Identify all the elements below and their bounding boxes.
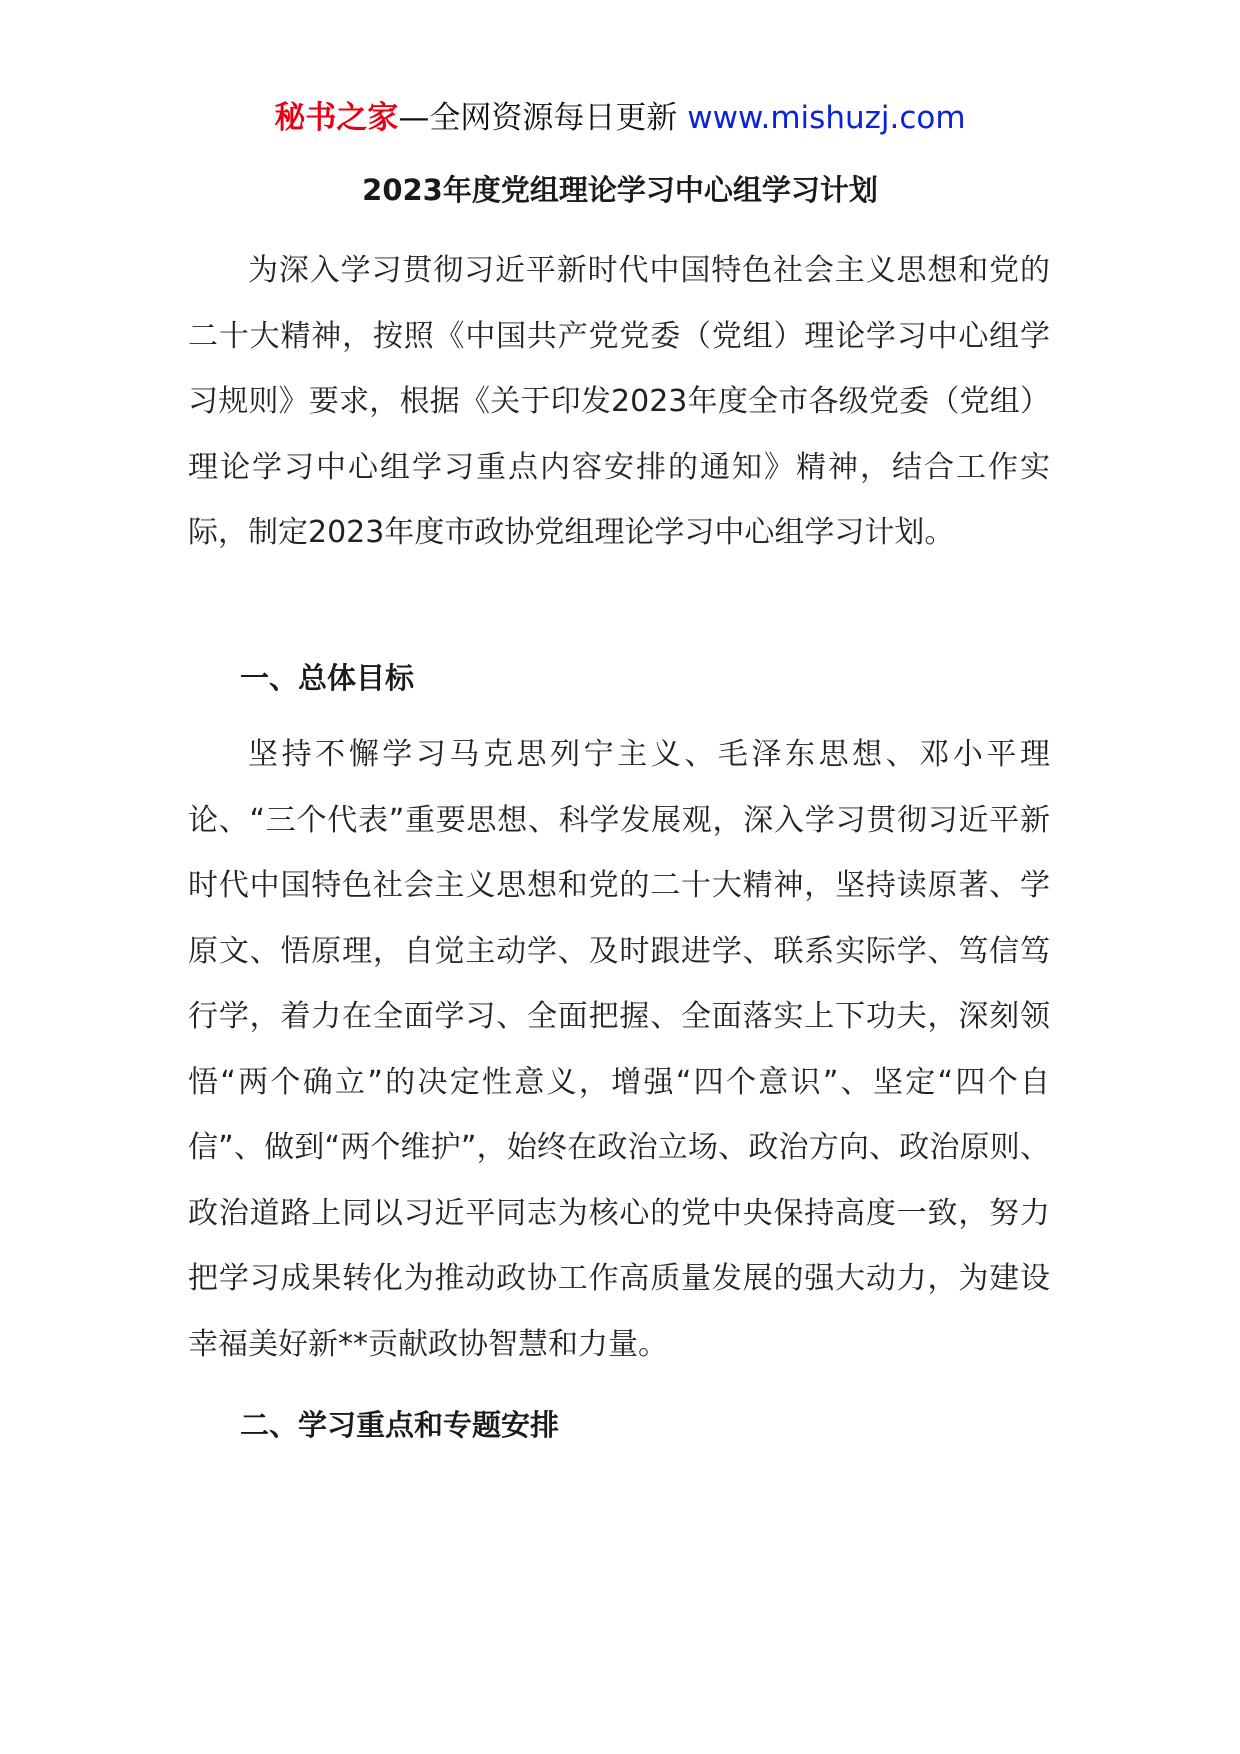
intro-paragraph: 为深入学习贯彻习近平新时代中国特色社会主义思想和党的二十大精神，按照《中国共产党党委（党组）理论学习中心组学习规则》要求，根据《关于印发2023年度全市各级党委（党组）理论学习中心组学习重点内容安排的通知》精神，结合工作实际，制定2023年度市政协党组理论学习中心组学习计划。 (188, 253, 1050, 550)
site-header (0, 96, 1240, 140)
site-url-link[interactable]: www.mishuzj.com (687, 100, 966, 136)
goals-paragraph: 坚持不懈学习马克思列宁主义、毛泽东思想、邓小平理论、“三个代表”重要思想、科学发展观，深入学习贯彻习近平新时代中国特色社会主义思想和党的二十大精神，坚持读原著、学原文、悟原理，自觉主动学、及时跟进学、联系实际学、笃信笃行学，着力在全面学习、全面把握、全面落实上下功夫，深刻领悟“两个确立”的决定性意义，增强“四个意识”、坚定“四个自信”、做到“两个维护”，始终在政治立场、政治方向、政治原则、政治道路上同以习近平同志为核心的党中央保持高度一致，努力把学习成果转化为推动政协工作高质量发展的强大动力，为建设幸福美好新**贡献政协智慧和力量。 (188, 737, 1050, 1362)
section-heading-goals: 一、总体目标 (240, 661, 415, 695)
brand-name: 秘书之家 (274, 100, 399, 136)
section-heading-study-focus: 二、学习重点和专题安排 (240, 1408, 560, 1442)
header-slogan: —全网资源每日更新 (398, 100, 688, 136)
document-title: 2023年度党组理论学习中心组学习计划 (362, 173, 878, 207)
